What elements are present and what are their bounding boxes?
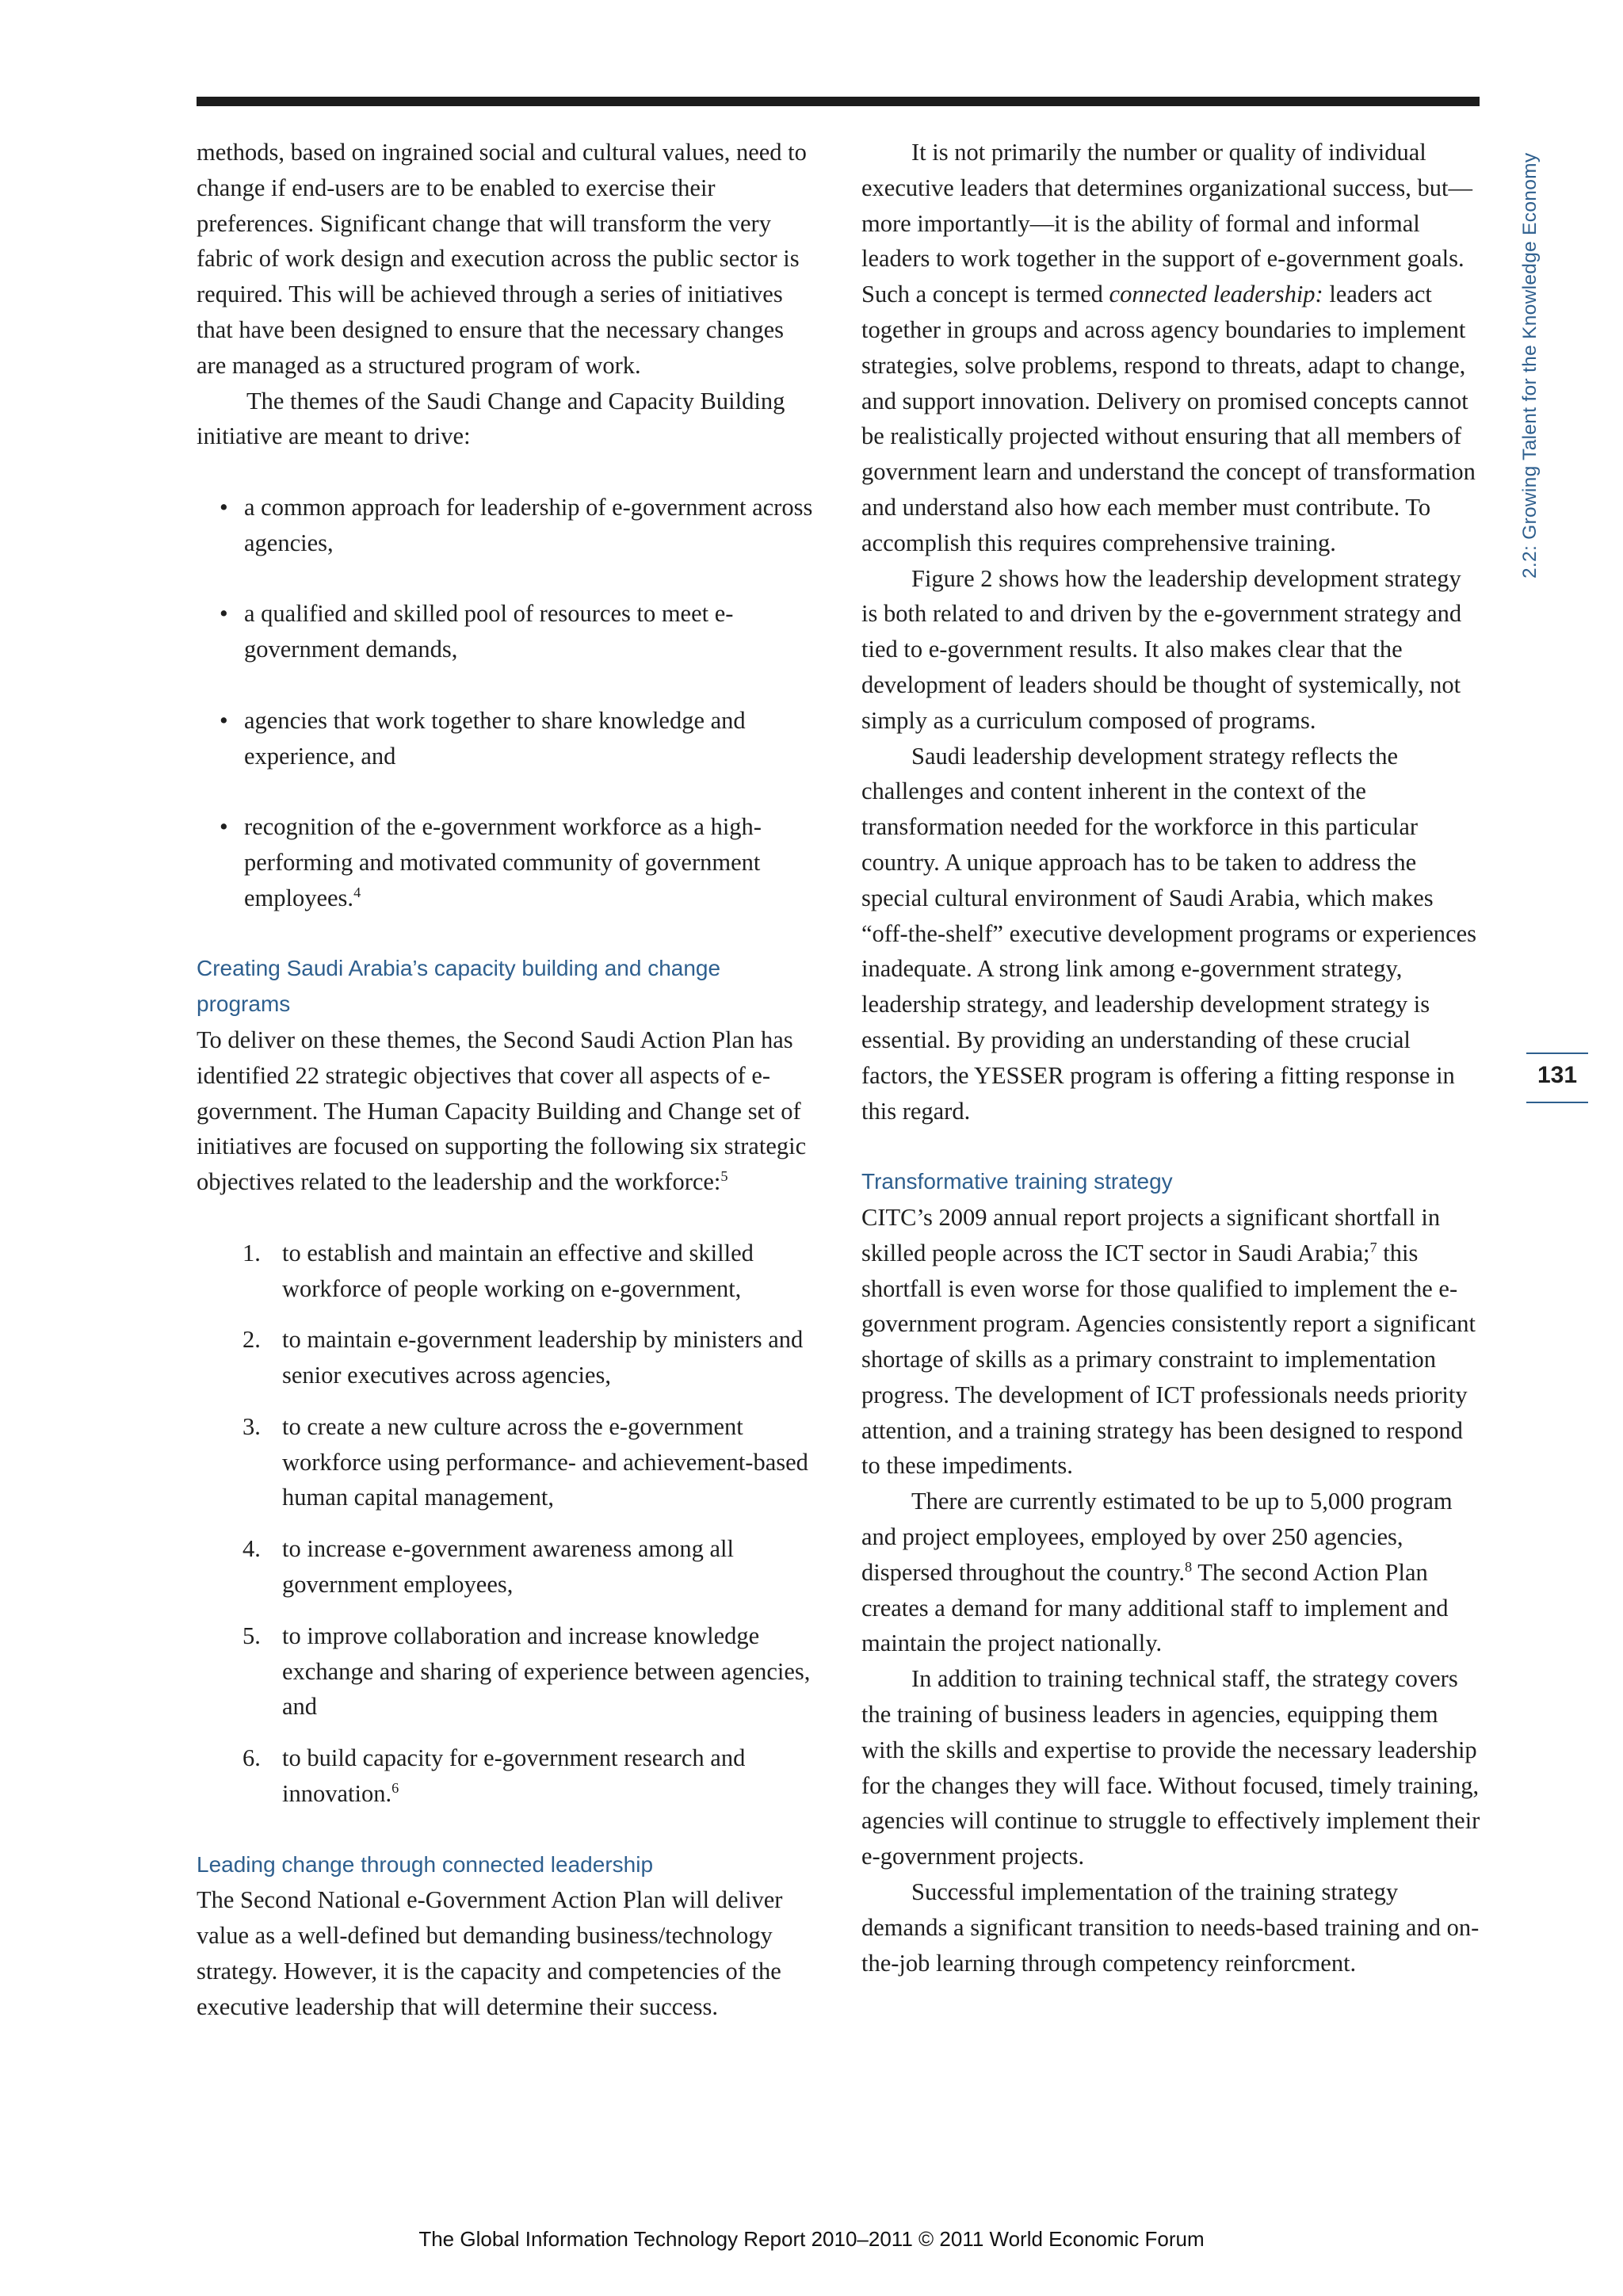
implementation-paragraph: Successful implementation of the training strategy demands a significant transition to needs-based training and on-the-job learning through competency reinforcment. (861, 1878, 1480, 1977)
section-heading-capacity: Creating Saudi Arabia’s capacity building and change programs (197, 956, 721, 1017)
footnote-ref: 5 (720, 1167, 728, 1184)
list-item: • recognition of the e-government workforce as a high-performing and motivated community of government employees.$^4$ (197, 809, 816, 915)
intro-paragraph: methods, based on ingrained social and cultural values, need to change if end-users are to be enabled to exercise their preferences. Significant change that will transform the very fabric of work design and execution across the public sector is required. This will be achieved through a series of initiatives that have been designed to ensure that the necessary changes are managed as a structured program of work. (197, 139, 807, 379)
business-leaders-paragraph: In addition to training technical staff, the strategy covers the training of business leaders in agencies, equipping them with the skills and expertise to provide the necessary leadership for the changes they will face. Without focused, timely training, agencies will continue to struggle to effectively implement their e-government projects. (861, 1665, 1480, 1870)
emphasis-term: connected leadership: (1109, 281, 1323, 308)
page-number-rule-top (1526, 1052, 1588, 1054)
bullet-marker: • (220, 706, 228, 734)
section-heading-training: Transformative training strategy (861, 1169, 1173, 1194)
bullet-marker: • (220, 813, 228, 841)
employees-paragraph: There are currently estimated to be up to 5,000 program and project employees, employed by over 250 agencies, dispersed throughout the country.$^8$ The second Action Plan creates a demand for many additional staff to implement and maintain the project nationally. (861, 1488, 1453, 1657)
bullet-marker: • (220, 600, 228, 628)
footnote-ref: 6 (391, 1779, 399, 1796)
citc-paragraph: CITC’s 2009 annual report projects a significant shortfall in skilled people across the ICT sector in Saudi Arabia;$^7$ this shortfall is even worse for those qualified to implement the e-government program. Agencies consistently report a significant shortage of skills as a primary constraint to implementation progress. The development of ICT professionals needs priority attention, and a training strategy has been designed to respond to these impediments. (861, 1203, 1476, 1480)
objectives-numbered-list (197, 1236, 816, 1812)
page-number-rule-bottom (1526, 1102, 1588, 1103)
figure-reference-paragraph: Figure 2 shows how the leadership development strategy is both related to and driven by the e-government strategy and tied to e-government results. It also makes clear that the development of leaders should be thought of systemically, not simply as a curriculum composed of programs. (861, 564, 1462, 734)
chapter-side-label: 2.2: Growing Talent for the Knowledge Economy (1519, 152, 1541, 579)
bullet-marker: • (220, 493, 228, 521)
list-number: 5. (242, 1622, 261, 1649)
connected-leadership-paragraph: It is not primarily the number or quality of individual executive leaders that determines organizational success, but—more importantly—it is the ability of formal and informal leaders to work together in the support of e-government goals. Such a concept is termed connected leadership: leaders act together in groups and across agency boundaries to implement strategies, solve problems, respond to threats, adapt to change, and support innovation. Delivery on promised concepts cannot be realistically projected without ensuring that all members of government learn and understand the concept of transformation and understand also how each member must contribute. To accomplish this requires comprehensive training. (861, 139, 1476, 556)
deliver-paragraph: To deliver on these themes, the Second Saudi Action Plan has identified 22 strategic objectives that cover all aspects of e-government. The Human Capacity Building and Change set of initiatives are focused on supporting the following six strategic objectives related to the leadership and the workforce:$^5$ (197, 1026, 807, 1196)
footnote-ref: 4 (353, 884, 361, 900)
list-number: 4. (242, 1535, 261, 1563)
saudi-strategy-paragraph: Saudi leadership development strategy reflects the challenges and content inherent in the context of the transformation needed for the workforce in this particular country. A unique approach has to be taken to address the special cultural environment of Saudi Arabia, which makes “off-the-shelf” executive development programs or experiences inadequate. A strong link among e-government strategy, leadership strategy, and leadership development strategy is essential. By providing an understanding of these crucial factors, the YESSER program is offering a fitting response in this regard. (861, 742, 1476, 1125)
themes-bullet-list (197, 490, 816, 916)
footnote-ref: 8 (1185, 1558, 1193, 1575)
right-column (861, 135, 1481, 1981)
list-item: 4. to increase e-government awareness among all government employees, (197, 1531, 816, 1603)
footnote-ref: 7 (1369, 1239, 1377, 1255)
list-item: 3. to create a new culture across the e-government workforce using performance- and achievement-based human capital management, (197, 1409, 816, 1515)
list-number: 2. (242, 1326, 261, 1354)
list-item: 1. to establish and maintain an effective and skilled workforce of people working on e-government, (197, 1236, 816, 1307)
top-rule (197, 97, 1480, 106)
list-item: 6. to build capacity for e-government research and innovation.$^6$ (197, 1740, 816, 1812)
list-item: • agencies that work together to share knowledge and experience, and (197, 703, 816, 774)
page-number: 131 (1537, 1062, 1578, 1088)
left-column (197, 135, 816, 2025)
section-heading-leading-change: Leading change through connected leadership (197, 1851, 654, 1877)
list-item: • a common approach for leadership of e-government across agencies, (197, 490, 816, 561)
themes-paragraph: The themes of the Saudi Change and Capacity Building initiative are meant to drive: (197, 387, 785, 450)
list-number: 3. (242, 1412, 261, 1440)
list-number: 6. (242, 1744, 261, 1772)
page-footer: The Global Information Technology Report 2010–2011 © 2011 World Economic Forum (418, 2227, 1205, 2251)
list-number: 1. (242, 1239, 261, 1266)
list-item: 2. to maintain e-government leadership by ministers and senior executives across agencies, (197, 1322, 816, 1393)
leading-paragraph: The Second National e-Government Action Plan will deliver value as a well-defined but demanding business/technology strategy. However, it is the capacity and competencies of the executive leadership that will determine their success. (197, 1886, 783, 2020)
list-item: 5. to improve collaboration and increase knowledge exchange and sharing of experience between agencies, and (197, 1618, 816, 1725)
list-item: • a qualified and skilled pool of resources to meet e-government demands, (197, 596, 816, 667)
